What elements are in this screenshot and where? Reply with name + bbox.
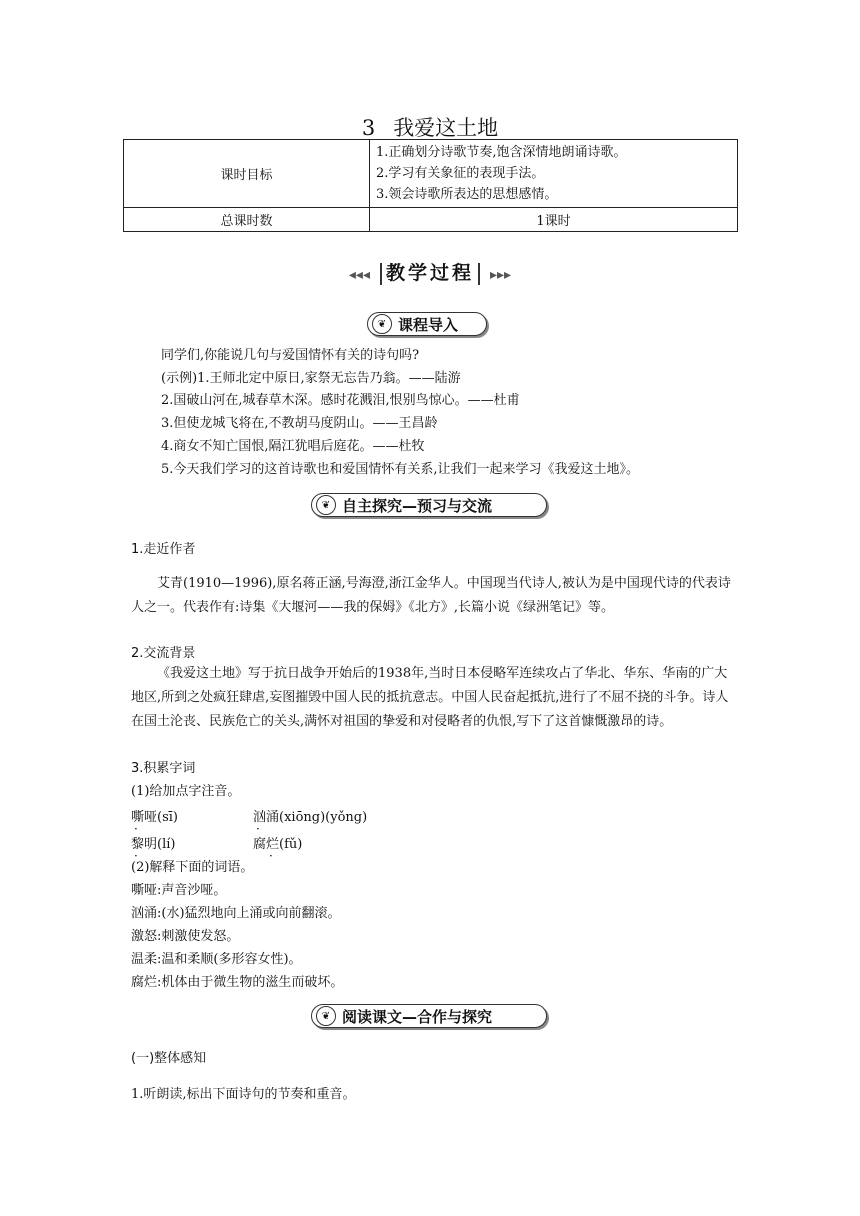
intro-line: 3.但使龙城飞将在,不教胡马度阴山。——王昌龄 bbox=[161, 416, 438, 431]
heading-overall: (一)整体感知 bbox=[131, 1051, 207, 1066]
intro-line: (示例)1.王师北定中原日,家祭无忘告乃翁。——陆游 bbox=[161, 371, 461, 386]
page-title bbox=[0, 112, 860, 142]
book-icon: ❦ bbox=[372, 314, 392, 334]
bar-icon bbox=[380, 263, 382, 285]
reading-line: 1.听朗读,标出下面诗句的节奏和重音。 bbox=[131, 1087, 356, 1102]
section-title: 阅读课文—合作与探究 bbox=[342, 1007, 493, 1026]
intro-line: 同学们,你能说几句与爱国情怀有关的诗句吗? bbox=[161, 348, 420, 363]
intro-line: 4.商女不知亡国恨,隔江犹唱后庭花。——杜牧 bbox=[161, 439, 425, 454]
section-reading-header bbox=[311, 1004, 547, 1028]
goal-table bbox=[123, 139, 738, 232]
book-icon: ❦ bbox=[316, 1006, 336, 1026]
hours-label: 总课时数 bbox=[124, 208, 370, 232]
author-paragraph: 艾青(1910—1996),原名蒋正涵,号海澄,浙江金华人。中国现当代诗人,被认为是中国现代诗的代表诗人之一。代表作有:诗集《大堰河——我的保姆》《北方》,长篇小说《绿洲笔记》等。 bbox=[131, 576, 731, 615]
book-icon: ❦ bbox=[316, 495, 336, 515]
section-title: 自主探究—预习与交流 bbox=[342, 496, 493, 515]
left-arrows-icon: ◂◂◂ bbox=[348, 267, 370, 283]
vocab-word: 黎明(lí) bbox=[131, 837, 176, 852]
goal-label: 课时目标 bbox=[124, 140, 370, 208]
vocab-word: 汹涌(xiōng)(yǒng) bbox=[253, 810, 368, 825]
vocab-definition: 激怒:刺激使发怒。 bbox=[131, 929, 240, 944]
vocab-sub1: (1)给加点字注音。 bbox=[131, 784, 241, 799]
banner-text: 教学过程 bbox=[385, 262, 474, 284]
goal-list bbox=[370, 140, 738, 208]
lesson-number: 3 bbox=[361, 116, 376, 140]
vocab-definition: 温柔:温和柔顺(多形容女性)。 bbox=[131, 952, 302, 967]
process-banner bbox=[0, 258, 860, 285]
section-title: 课程导入 bbox=[398, 315, 459, 334]
heading-author: 1.走近作者 bbox=[131, 542, 196, 557]
section-intro-header bbox=[367, 312, 487, 336]
vocab-word: 腐烂(fǔ) bbox=[253, 837, 303, 852]
goal-item: 2.学习有关象征的表现手法。 bbox=[376, 166, 545, 181]
hours-value: 1课时 bbox=[370, 208, 738, 232]
vocab-definition: 汹涌:(水)猛烈地向上涌或向前翻滚。 bbox=[131, 906, 341, 921]
intro-line: 2.国破山河在,城春草木深。感时花溅泪,恨别鸟惊心。——杜甫 bbox=[161, 393, 520, 408]
vocab-definition: 嘶哑:声音沙哑。 bbox=[131, 883, 227, 898]
section-preview-header bbox=[311, 493, 547, 517]
goal-item: 3.领会诗歌所表达的思想感情。 bbox=[376, 187, 558, 202]
heading-background: 2.交流背景 bbox=[131, 646, 196, 661]
vocab-sub2: (2)解释下面的词语。 bbox=[131, 860, 254, 875]
goal-item: 1.正确划分诗歌节奏,饱含深情地朗诵诗歌。 bbox=[376, 145, 627, 160]
vocab-definition: 腐烂:机体由于微生物的滋生而破坏。 bbox=[131, 975, 344, 990]
background-paragraph: 《我爱这土地》写于抗日战争开始后的1938年,当时日本侵略军连续攻占了华北、华东、华南的广大地区,所到之处疯狂肆虐,妄图摧毁中国人民的抵抗意志。中国人民奋起抵抗,进行了不屈不挠的斗争。诗人在国土沦丧、民族危亡的关头,满怀对祖国的挚爱和对侵略者的仇恨,写下了这首慷慨激昂的诗。 bbox=[131, 666, 729, 729]
lesson-title: 我爱这土地 bbox=[393, 116, 499, 140]
right-arrows-icon: ▸▸▸ bbox=[490, 267, 512, 283]
intro-line: 5.今天我们学习的这首诗歌也和爱国情怀有关系,让我们一起来学习《我爱这土地》。 bbox=[161, 462, 640, 477]
vocab-word: 嘶哑(sī) bbox=[131, 810, 178, 825]
heading-vocab: 3.积累字词 bbox=[131, 761, 196, 776]
bar-icon bbox=[478, 263, 480, 285]
